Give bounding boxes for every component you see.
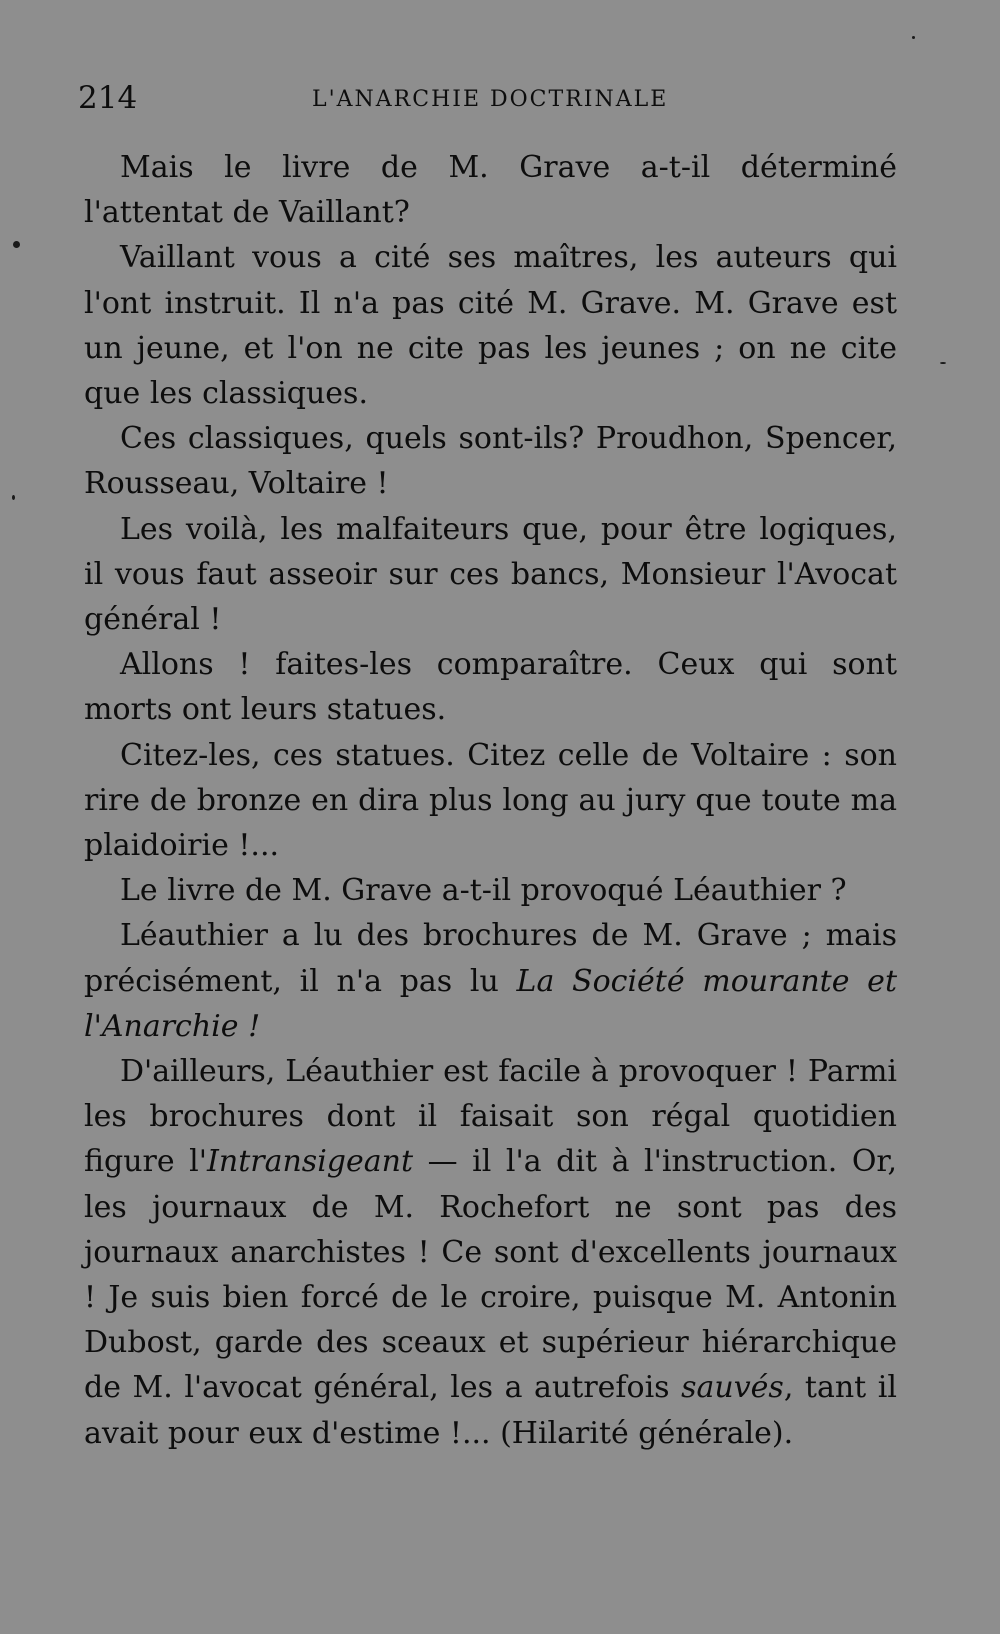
paragraph: Allons ! faites-les comparaître. Ceux qui sont morts ont leurs statues. [84, 647, 897, 728]
paragraph-text: D'ailleurs, Léauthier est facile à provoquer ! Parmi les brochures dont il faisait son régal quotidien figure l' [84, 1054, 897, 1180]
paragraph-text: — il l'a dit à l'instruction. Or, les journaux de M. Rochefort ne sont pas des journaux anarchistes ! Ce sont d'excellents journaux ! Je suis bien forcé de le croire, puisque M. Antonin Dubost, garde des sceaux et supérieur hiérarchique de M. l'avocat général, les a autrefois [84, 1144, 897, 1406]
emphasis: sauvés [681, 1370, 784, 1406]
paragraph: Le livre de M. Grave a-t-il provoqué Léauthier ? [120, 873, 847, 909]
paragraph-text: , tant il avait pour eux d'estime !... (Hilarité générale). [84, 1370, 897, 1451]
book-title: La Société mourante et l'Anarchie ! [84, 963, 897, 1044]
paragraph: Ces classiques, quels sont-ils? Proudhon, Spencer, Rousseau, Voltaire ! [84, 421, 897, 502]
page-number: 214 [78, 80, 138, 116]
running-title: L'ANARCHIE DOCTRINALE [312, 87, 669, 112]
scan-speck [13, 241, 20, 248]
scan-speck [912, 36, 915, 39]
paragraph-text: Léauthier a lu des brochures de M. Grave ; mais précisément, il n'a pas lu [84, 918, 897, 999]
paragraph: Vaillant vous a cité ses maîtres, les auteurs qui l'ont instruit. Il n'a pas cité M. Grave. M. Grave est un jeune, et l'on ne cite pas les jeunes ; on ne cite que les classiques. [84, 240, 897, 412]
paragraph [84, 1049, 897, 1456]
paragraph: Mais le livre de M. Grave a-t-il déterminé l'attentat de Vaillant? [84, 150, 897, 231]
scan-speck [940, 362, 946, 364]
scan-speck [12, 495, 15, 500]
paragraph [84, 913, 897, 1049]
body-text [84, 145, 897, 1456]
page-header [78, 78, 898, 118]
paragraph: Citez-les, ces statues. Citez celle de Voltaire : son rire de bronze en dira plus long au jury que toute ma plaidoirie !... [84, 737, 897, 864]
paragraph: Les voilà, les malfaiteurs que, pour être logiques, il vous faut asseoir sur ces bancs, Monsieur l'Avocat général ! [84, 511, 897, 638]
newspaper-title: Intransigeant [207, 1144, 414, 1180]
